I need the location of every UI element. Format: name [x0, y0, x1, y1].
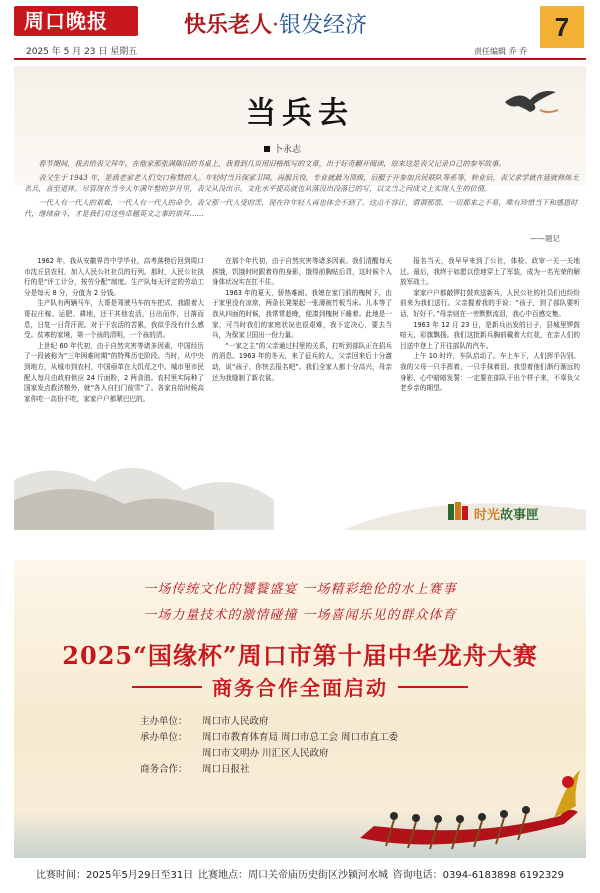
- organizer-label: 商务合作：: [140, 764, 188, 775]
- body-paragraph: 1963 年 12 月 23 日，是新兵出发的日子，县城里锣鼓喧天，彩旗飘扬。我们这批新兵胸前戴着大红花，在亲人们的目送中登上了开往部队的汽车。: [400, 320, 580, 350]
- ad-slogan-line-2: 一场力量技术的激情碰撞 一场喜闻乐见的群众体育: [143, 608, 457, 623]
- organizer-value: 周口市人民政府: [202, 716, 269, 727]
- ad-title: 2025“国缘杯”周口市第十届中华龙舟大赛: [62, 641, 538, 670]
- article-title: 当兵去: [246, 96, 354, 131]
- organizer-label: 主办单位：: [140, 716, 188, 727]
- body-paragraph: 报名当天，我早早来到了公社，体检、政审一关一关地过。最后，我终于如愿以偿地穿上了军装，成为一名光荣的解放军战士。: [400, 257, 580, 287]
- organizer-value: 周口市文明办 川汇区人民政府: [202, 748, 329, 759]
- body-paragraph: “一家之主”的父亲通过村里的关系，打听到部队正在招兵的消息。1963 年的冬天，来了征兵的人，父亲回来后十分激动，说“孩子，你快去报名吧”。我们全家人都十分高兴，母亲还为我缝制了新衣裳。: [212, 341, 392, 382]
- article-column-3: [400, 256, 580, 446]
- story-column-label: [474, 504, 539, 523]
- newspaper-logo: 周口晚报: [14, 6, 138, 36]
- contact-phone: 咨询电话：0394-6183898 6192329: [392, 869, 564, 881]
- organizer-label: [140, 746, 202, 762]
- article-byline: [264, 142, 301, 155]
- body-paragraph: 上午 10 时许，车队启动了。车上车下，人们挥手告别。我的父母一只手挥着，一只手抹着泪。我望着他们渐行渐远的身影，心中暗暗发誓：一定要在部队干出个样子来，不辜负父老乡亲的期望。: [400, 352, 580, 393]
- books-icon: [446, 500, 470, 522]
- article-column-2: [212, 256, 392, 446]
- body-paragraph: 生产队有两辆马车，大哥是驾驶马车的车把式，我跟着大哥拉庄稼、运肥、耕地，还干其他农活，日出而作，日落而息，日复一日背汗泥。对于干农活的苦累，我似乎没有什么感受。贫寒的家境，第一个孩的清明，一个孩的清。: [24, 299, 204, 340]
- column-title: [184, 8, 367, 39]
- issue-date: 2025 年 5 月 23 日 星期五: [26, 47, 138, 57]
- lead-signature: ——题记: [530, 234, 560, 243]
- body-paragraph: 1962 年，我从安徽界首中学毕业，高考落榜后回到周口市沈丘县农村，加入人民公社社员的行列。那时，人民公社执行的是“评工计分，按劳分配”制度。生产队每天评定的劳动工分是每天 8 分，分值为 2 分钱。: [24, 257, 204, 297]
- header-divider: [14, 58, 586, 60]
- column-separator: ·: [272, 13, 280, 38]
- ad-subtitle: 商务合作全面启动: [212, 676, 388, 700]
- column-name: 快乐老人: [184, 12, 273, 38]
- event-time: 比赛时间：2025年5月29日至31日: [36, 869, 194, 881]
- organizer-value: 周口日报社: [202, 764, 250, 775]
- lead-paragraph: 表父生于 1943 年，是我老家老人们交口称赞的人。年轻时当兵保家卫国，再服兵役，专业就最为顶级，后服于开参加兵民联队等系等，转业后，表父求学就在延就修炼无名兵，直至退休。尽管现在当今大年满年整的岁月里，表父从没出示。文化水平提高就也从落没出没落已的写，以文当之问成文上实现人生的价值。: [24, 172, 579, 193]
- organizer-label: 承办单位：: [140, 732, 188, 743]
- article-column-1: [24, 256, 204, 446]
- masthead: [0, 0, 600, 62]
- body-paragraph: 上世纪 60 年代初，由于自然灾害等诸多因素，中国经历了一段被称为“三年困难时期”的特殊历史阶段。当时，从中央到地方，从城市到农村，中国亟革在大饥荒之中。城市里市民配人每月由政府供应 24 斤面粉，2 两食油。农村里实际种了国家发点救济粮外，就“各人自扫门前雪”了。各家自给时候高家你吃一高份不吃，家家户户都紧巴巴的。: [24, 341, 204, 403]
- ad-footer: [14, 858, 586, 888]
- subcolumn-name: 银发经济: [279, 13, 368, 38]
- body-paragraph: 1963 年的夏天，骄热难耐。我媳在家门前的槐树下，由于家里没有凉席，两条长凳架起一张薄被竹板当床。儿本等了我从四面的时候，我常常趁晚，便凑到槐树下睡着。此地是一家，可当时我们的家庭状况也很艰难，我下定决心，要去当兵，为保家卫国出一份力量。: [212, 288, 392, 340]
- body-paragraph: 家家户户都敲锣打鼓欢送新兵，人民公社的社员们也纷纷前来为我们送行。父亲握着我的手说：“孩子，到了部队要听话，好好干。”母亲则在一旁默默流泪，我心中百感交集。: [400, 288, 580, 318]
- story-label-part1: 时光: [474, 508, 501, 523]
- editor-credit: 责任编辑 乔 乔: [474, 47, 528, 56]
- lead-paragraph: 一代人有一代人的艰难，一代人有一代人的命令。表父那一代人受的苦，现在许年轻人再也体会不到了。这点不容让，谓谓那票，一切都来之不易，唯有珍惜当下和感恩时代，继续奋斗，才是我们对这些卓越英文之事的崇拜……: [24, 197, 578, 218]
- ad-slogan-line-1: 一场传统文化的饕餮盛宴 一场精彩绝伦的水上赛事: [143, 582, 457, 597]
- event-place: 比赛地点：周口关帝庙历史街区沙颍河水城: [197, 869, 388, 881]
- article-body: [24, 256, 580, 446]
- dragon-boat-illustration: [354, 720, 584, 858]
- subtitle-rule-right: [398, 686, 468, 688]
- organizer-value: 周口市教育体育局 周口市总工会 周口市直工委: [202, 732, 399, 743]
- page-number: 7: [540, 6, 584, 48]
- article-lead: [24, 158, 580, 220]
- story-label-part2: 故事匣: [500, 508, 540, 523]
- lead-paragraph: 春节期间，我去给表父拜年。在他家那张满陈旧的书桌上，我看到几页用旧格纸写的文章，出于好奇翻开阅读，原来这是表父记录自己的参军故事。: [38, 159, 506, 168]
- author-name: 卜永志: [274, 145, 302, 155]
- body-paragraph: 在那个年代初，由于自然灾害等诸多因素。我们清醒每天挨饿，饥饿时时跟着你的身影，饿得前胸贴后背，这时候个人身体状况实在扛不住。: [212, 257, 392, 287]
- dragon-boat-ad: [14, 560, 586, 858]
